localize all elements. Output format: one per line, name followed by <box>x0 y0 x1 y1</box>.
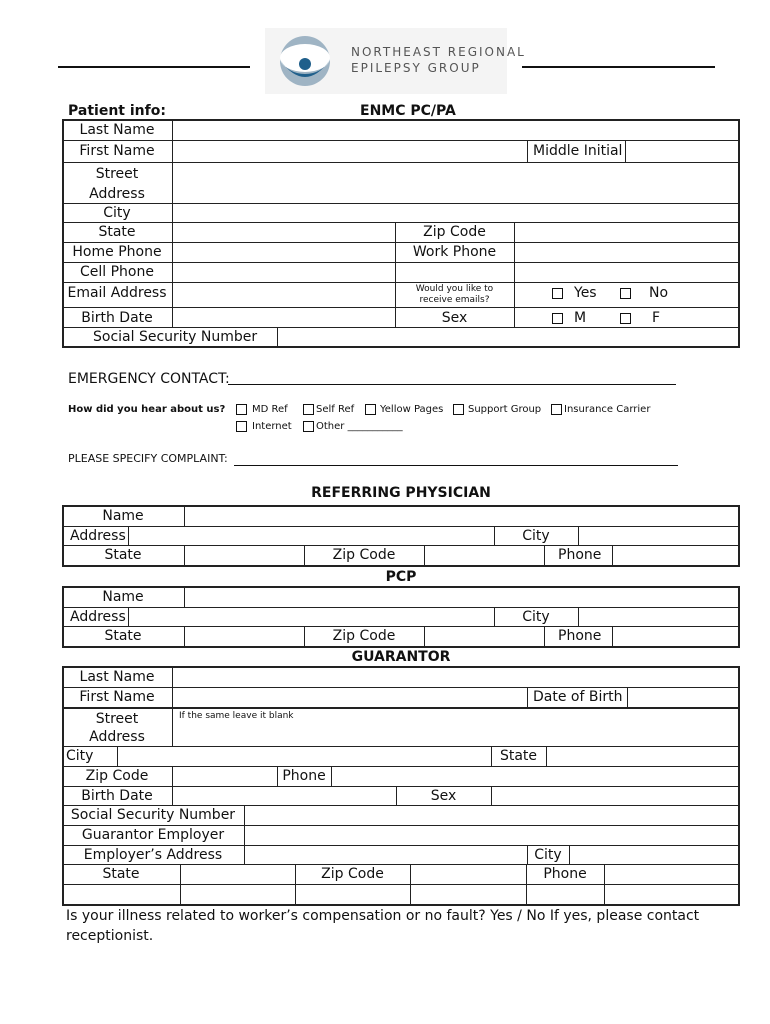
email-yes-checkbox[interactable] <box>552 288 563 299</box>
label-state: State <box>98 224 136 240</box>
label-first-name: First Name <box>79 143 155 159</box>
label-work-phone: Work Phone <box>412 244 497 260</box>
g-input-street-address[interactable] <box>173 722 738 746</box>
emergency-contact-input[interactable] <box>228 368 676 385</box>
hear-about-label: How did you hear about us? <box>68 404 226 415</box>
ref-input-address[interactable] <box>129 527 494 545</box>
g-label-emp-state: State <box>102 866 140 882</box>
label-last-name: Last Name <box>79 122 155 138</box>
label-ssn: Social Security Number <box>93 329 258 345</box>
input-work-phone[interactable] <box>515 243 738 262</box>
pcp-label-zip: Zip Code <box>332 628 396 644</box>
g-label-dob: Date of Birth <box>533 689 623 705</box>
g-label-sex: Sex <box>430 788 457 804</box>
pcp-label-city: City <box>522 609 550 625</box>
g-input-birth-date[interactable] <box>173 787 396 805</box>
option-support-group-checkbox[interactable] <box>453 404 464 415</box>
g-input-employer[interactable] <box>245 826 738 845</box>
option-support-group-label: Support Group <box>468 404 542 415</box>
input-street-address[interactable] <box>173 163 738 203</box>
input-zip[interactable] <box>515 223 738 242</box>
footer-question-line1: Is your illness related to worker’s compensation or no fault? Yes / No If yes, please contact <box>66 908 700 924</box>
emergency-contact-label: EMERGENCY CONTACT: <box>68 371 230 387</box>
g-input-phone[interactable] <box>332 767 738 786</box>
pcp-label-address: Address <box>70 609 126 625</box>
input-city[interactable] <box>173 204 738 222</box>
sex-male-label: M <box>574 310 587 326</box>
email-no-checkbox[interactable] <box>620 288 631 299</box>
ref-label-zip: Zip Code <box>332 547 396 563</box>
ref-input-phone[interactable] <box>613 546 738 566</box>
ref-label-city: City <box>522 528 550 544</box>
g-input-emp-zip-value[interactable] <box>411 865 526 905</box>
g-input-emp-state-value[interactable] <box>181 865 295 905</box>
g-input-emp-city[interactable] <box>570 846 738 864</box>
option-insurance-carrier-checkbox[interactable] <box>551 404 562 415</box>
g-label-ssn: Social Security Number <box>70 807 236 823</box>
label-address: Address <box>89 186 145 202</box>
option-yellow-pages-checkbox[interactable] <box>365 404 376 415</box>
g-label-emp-city: City <box>534 847 562 863</box>
pcp-input-address[interactable] <box>129 608 494 626</box>
pcp-input-zip[interactable] <box>425 627 544 647</box>
option-md-ref-checkbox[interactable] <box>236 404 247 415</box>
option-yellow-pages-label: Yellow Pages <box>380 404 444 415</box>
option-md-ref-label: MD Ref <box>252 404 288 415</box>
label-zip: Zip Code <box>423 224 486 240</box>
input-home-phone[interactable] <box>173 243 395 262</box>
label-middle-initial: Middle Initial <box>533 143 623 159</box>
g-input-last-name[interactable] <box>173 667 738 687</box>
label-sex: Sex <box>441 310 468 326</box>
ref-input-name[interactable] <box>185 506 738 526</box>
g-label-street: Street <box>95 711 139 727</box>
option-internet-label: Internet <box>252 421 292 432</box>
option-self-ref-label: Self Ref <box>316 404 355 415</box>
email-no-label: No <box>649 285 669 301</box>
logo-line1: NORTHEAST REGIONAL <box>351 45 526 59</box>
option-other-checkbox[interactable] <box>303 421 314 432</box>
option-internet-checkbox[interactable] <box>236 421 247 432</box>
ref-label-state: State <box>104 547 142 563</box>
g-label-address: Address <box>89 729 145 745</box>
pcp-input-phone[interactable] <box>613 627 738 647</box>
pcp-input-name[interactable] <box>185 587 738 607</box>
g-label-employer: Guarantor Employer <box>81 827 225 843</box>
input-last-name[interactable] <box>173 120 738 140</box>
input-state[interactable] <box>173 223 395 242</box>
g-same-note: If the same leave it blank <box>179 711 294 721</box>
department-heading: ENMC PC/PA <box>360 103 456 119</box>
email-question-line1: Would you like to <box>415 284 494 294</box>
g-label-phone: Phone <box>282 768 326 784</box>
g-input-first-name[interactable] <box>173 688 527 707</box>
g-label-emp-zip: Zip Code <box>321 866 384 882</box>
header-rule-left <box>58 66 250 68</box>
footer-question-line2: receptionist. <box>66 928 154 944</box>
pcp-input-city[interactable] <box>579 608 738 626</box>
input-middle-initial[interactable] <box>626 141 738 162</box>
logo <box>265 28 526 94</box>
referring-heading: REFERRING PHYSICIAN <box>311 485 491 501</box>
g-input-emp-phone[interactable] <box>527 885 604 905</box>
pcp-label-name: Name <box>102 589 144 605</box>
g-input-ssn[interactable] <box>245 806 738 825</box>
g-input-emp-zip[interactable] <box>296 885 410 905</box>
g-label-state: State <box>499 748 538 764</box>
label-cell-phone: Cell Phone <box>80 264 154 280</box>
g-label-city: City <box>66 748 94 764</box>
ref-label-name: Name <box>102 508 144 524</box>
g-label-last-name: Last Name <box>79 669 155 685</box>
label-street: Street <box>95 166 139 182</box>
g-input-zip[interactable] <box>173 767 277 786</box>
g-label-emp-phone: Phone <box>543 866 587 882</box>
guarantor-heading: GUARANTOR <box>351 649 451 665</box>
ref-input-state[interactable] <box>185 546 304 566</box>
label-email: Email Address <box>67 285 167 301</box>
g-label-employer-address: Employer’s Address <box>83 847 223 863</box>
sex-female-checkbox[interactable] <box>620 313 631 324</box>
g-input-employer-address[interactable] <box>245 846 527 864</box>
email-yes-label: Yes <box>574 285 597 301</box>
g-input-sex[interactable] <box>492 787 738 805</box>
g-input-state[interactable] <box>547 747 738 766</box>
option-insurance-carrier-label: Insurance Carrier <box>564 404 651 415</box>
eye-circle-logo-icon <box>277 34 333 88</box>
label-birth-date: Birth Date <box>81 310 153 326</box>
g-input-dob[interactable] <box>628 688 738 707</box>
email-question-line2: receive emails? <box>419 295 490 305</box>
header-rule-right <box>522 66 715 68</box>
ref-input-city[interactable] <box>579 527 738 545</box>
option-other-label: Other ___________ <box>316 421 403 432</box>
pcp-heading: PCP <box>385 569 417 585</box>
sex-female-label: F <box>652 310 661 326</box>
input-cell-phone[interactable] <box>173 263 395 282</box>
ref-label-phone: Phone <box>558 547 602 563</box>
label-city: City <box>103 205 131 221</box>
ref-input-zip[interactable] <box>425 546 544 566</box>
label-home-phone: Home Phone <box>72 244 162 260</box>
input-email[interactable] <box>173 283 395 307</box>
g-input-emp-phone-value[interactable] <box>605 865 738 905</box>
g-label-birth-date: Birth Date <box>81 788 153 804</box>
complaint-input[interactable] <box>234 449 678 466</box>
g-label-zip: Zip Code <box>85 768 149 784</box>
input-ssn[interactable] <box>278 328 738 347</box>
sex-male-checkbox[interactable] <box>552 313 563 324</box>
g-input-emp-state[interactable] <box>64 885 180 905</box>
pcp-input-state[interactable] <box>185 627 304 647</box>
g-label-first-name: First Name <box>79 689 155 705</box>
ref-label-address: Address <box>70 528 126 544</box>
g-input-city[interactable] <box>118 747 491 766</box>
pcp-label-state: State <box>104 628 142 644</box>
patient-info-heading: Patient info: <box>68 103 166 119</box>
input-birth-date[interactable] <box>173 308 395 327</box>
logo-line2: EPILEPSY GROUP <box>351 61 481 75</box>
complaint-label: PLEASE SPECIFY COMPLAINT: <box>68 452 228 465</box>
option-self-ref-checkbox[interactable] <box>303 404 314 415</box>
pcp-label-phone: Phone <box>558 628 602 644</box>
input-first-name[interactable] <box>173 141 526 162</box>
